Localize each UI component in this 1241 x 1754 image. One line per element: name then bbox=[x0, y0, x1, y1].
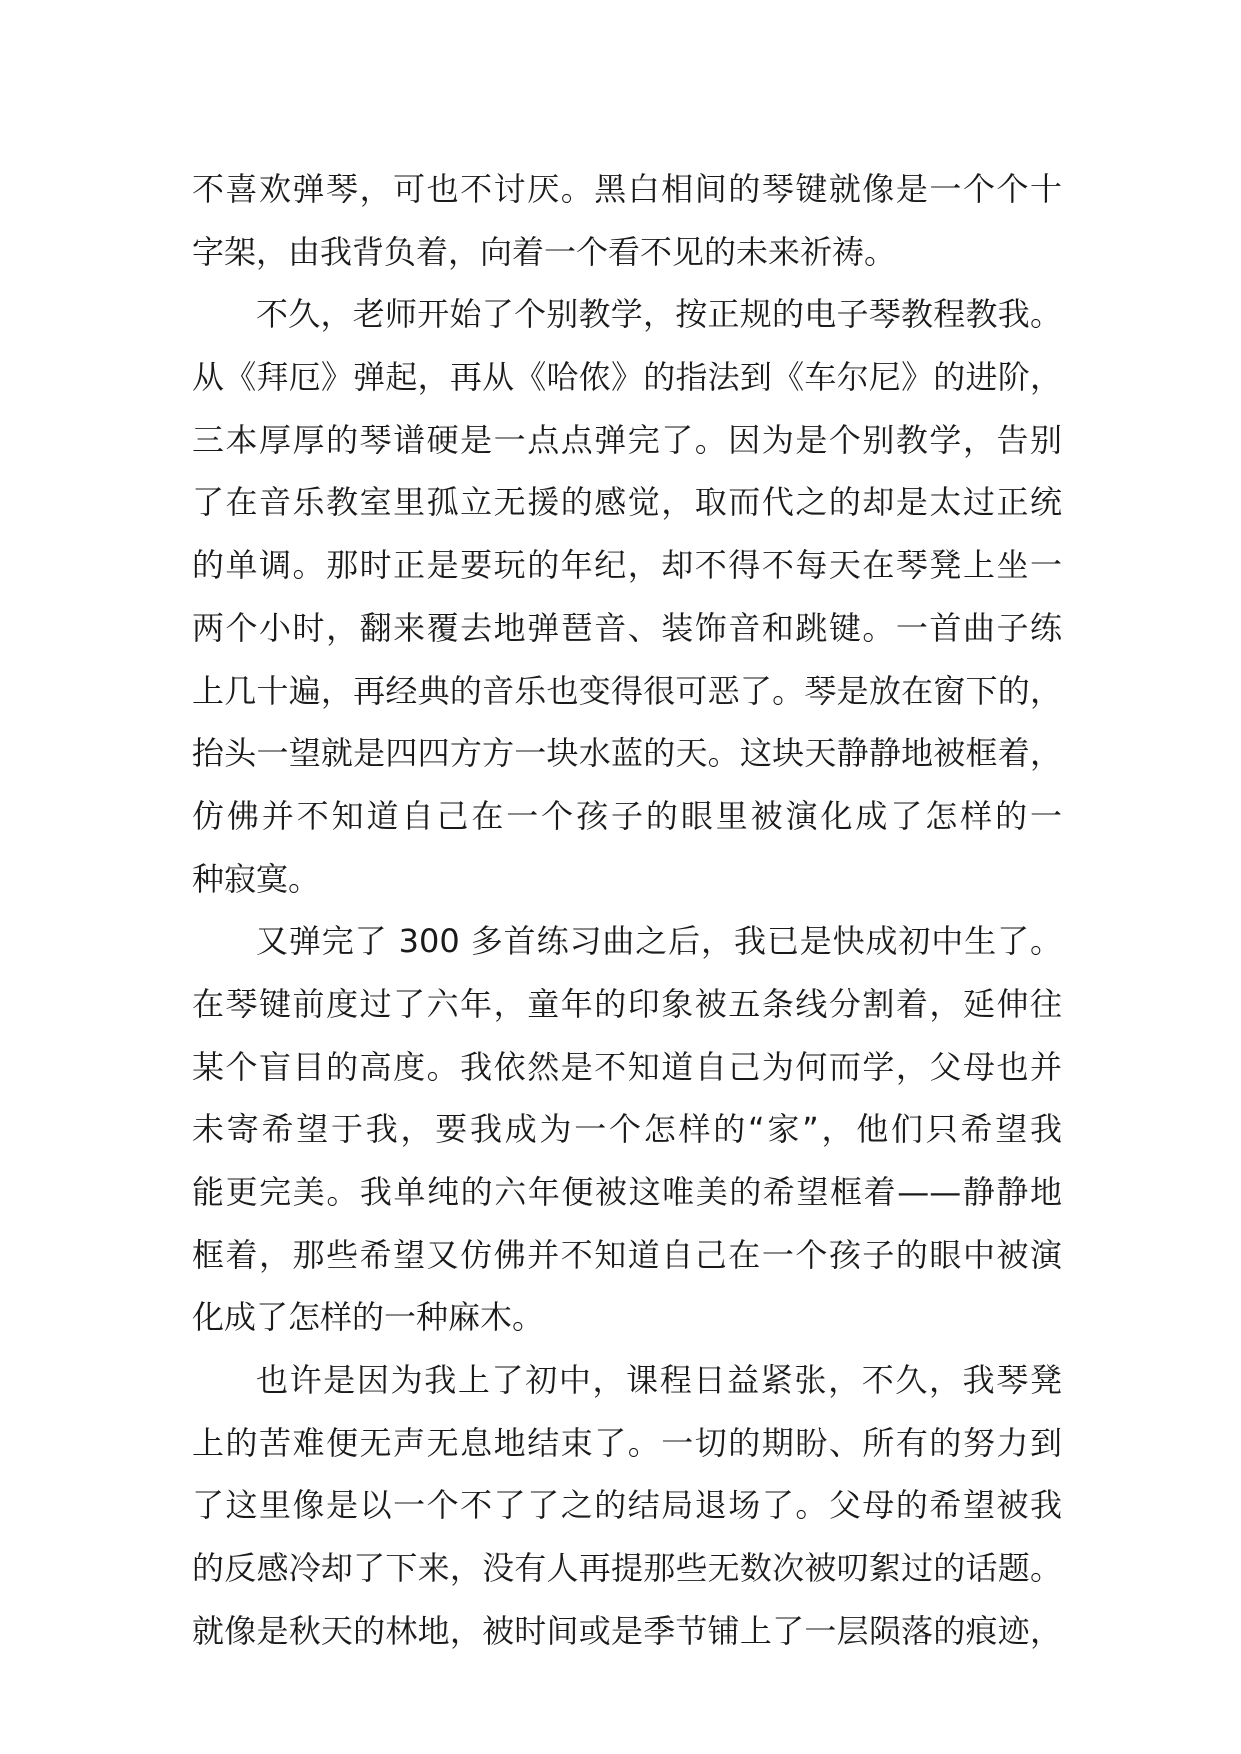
text-line: 两个小时，翻来覆去地弹琶音、装饰音和跳键。一首曲子练 bbox=[192, 608, 1062, 647]
text-line: 三本厚厚的琴谱硬是一点点弹完了。因为是个别教学，告别 bbox=[192, 420, 1062, 459]
text-line: 从《拜厄》弹起，再从《哈侬》的指法到《车尔尼》的进阶， bbox=[192, 358, 1062, 397]
text-line: 仿佛并不知道自己在一个孩子的眼里被演化成了怎样的一 bbox=[192, 796, 1062, 835]
text-line: 种寂寞。 bbox=[192, 859, 321, 898]
text-line: 上几十遍，再经典的音乐也变得很可恶了。琴是放在窗下的， bbox=[192, 671, 1062, 710]
text-line: 不喜欢弹琴，可也不讨厌。黑白相间的琴键就像是一个个十 bbox=[192, 170, 1062, 208]
text-line: 在琴键前度过了六年，童年的印象被五条线分割着，延伸往 bbox=[192, 984, 1062, 1023]
text-line: 未寄希望于我，要我成为一个怎样的“家”，他们只希望我 bbox=[192, 1110, 1062, 1149]
text-line: 的反感冷却了下来，没有人再提那些无数次被叨絮过的话题。 bbox=[192, 1549, 1062, 1588]
text-line: 就像是秋天的林地，被时间或是季节铺上了一层陨落的痕迹， bbox=[192, 1611, 1062, 1650]
text-line: 能更完美。我单纯的六年便被这唯美的希望框着——静静地 bbox=[192, 1173, 1062, 1211]
text-line: 上的苦难便无声无息地结束了。一切的期盼、所有的努力到 bbox=[192, 1423, 1062, 1462]
text-line: 化成了怎样的一种麻木。 bbox=[192, 1298, 545, 1337]
text-line: 字架，由我背负着，向着一个看不见的未来祈祷。 bbox=[192, 232, 897, 271]
text-line: 某个盲目的高度。我依然是不知道自己为何而学，父母也并 bbox=[192, 1047, 1062, 1086]
text-line: 抬头一望就是四四方方一块水蓝的天。这块天静静地被框着， bbox=[192, 734, 1062, 773]
text-line: 了这里像是以一个不了了之的结局退场了。父母的希望被我 bbox=[192, 1486, 1062, 1525]
text-line: 又弹完了 300 多首练习曲之后，我已是快成初中生了。 bbox=[256, 922, 1062, 961]
text-line: 了在音乐教室里孤立无援的感觉，取而代之的却是太过正统 bbox=[192, 483, 1062, 522]
text-line: 框着，那些希望又仿佛并不知道自己在一个孩子的眼中被演 bbox=[192, 1235, 1062, 1274]
text-line: 也许是因为我上了初中，课程日益紧张，不久，我琴凳 bbox=[256, 1361, 1062, 1400]
text-line: 的单调。那时正是要玩的年纪，却不得不每天在琴凳上坐一 bbox=[192, 546, 1062, 585]
text-line: 不久，老师开始了个别教学，按正规的电子琴教程教我。 bbox=[256, 295, 1062, 334]
body-text bbox=[192, 158, 1062, 1663]
